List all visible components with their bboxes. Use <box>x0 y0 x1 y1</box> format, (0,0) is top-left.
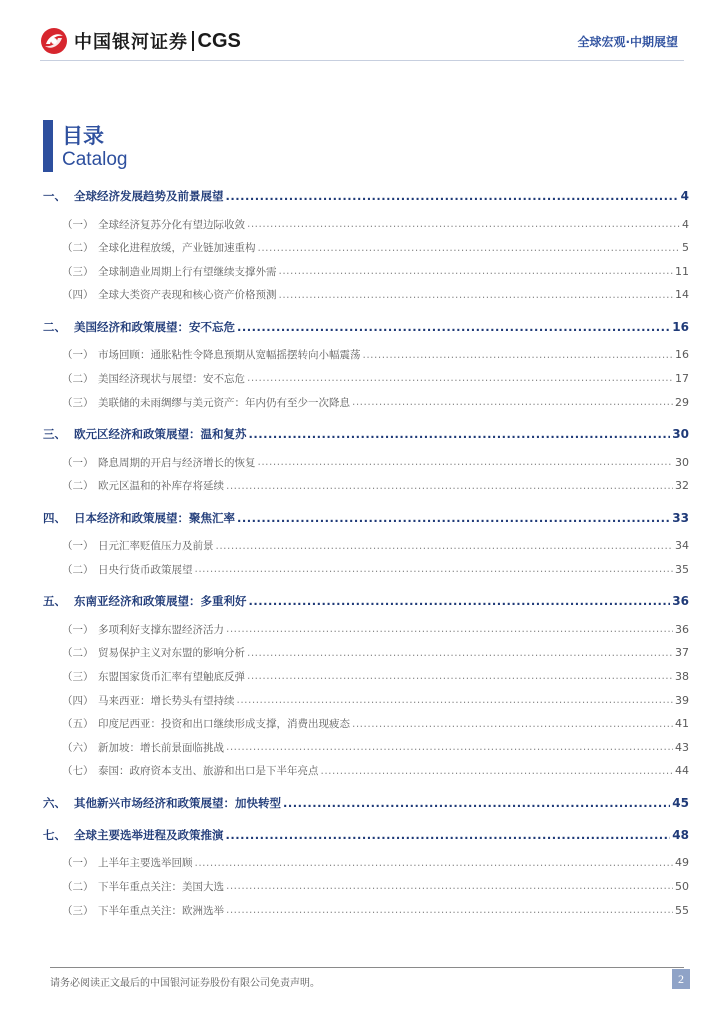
toc-dot-leader <box>237 320 670 334</box>
toc-dot-leader <box>249 427 671 441</box>
toc-dot-leader <box>247 372 673 384</box>
toc-dot-leader <box>237 694 674 706</box>
toc-entry-page: 33 <box>672 510 689 525</box>
toc-entry-page: 34 <box>675 539 689 553</box>
catalog-accent-bar <box>43 120 53 172</box>
galaxy-logo-icon <box>40 27 68 55</box>
toc-entry-title: 欧元区经济和政策展望：温和复苏 <box>74 427 247 441</box>
toc-chapter-entry[interactable] <box>43 508 689 528</box>
toc-entry-page: 4 <box>682 217 689 231</box>
toc-entry-title: 全球经济发展趋势及前景展望 <box>74 189 224 203</box>
toc-entry-number: （三） <box>62 904 94 917</box>
footer-disclaimer: 请务必阅读正文最后的中国银河证券股份有限公司免责声明。 <box>50 978 320 989</box>
logo-text-en: CGS <box>197 29 241 52</box>
page-header <box>0 0 724 62</box>
toc-entry-page: 4 <box>680 189 689 203</box>
toc-entry-number: （一） <box>62 456 94 469</box>
toc-section-entry[interactable] <box>43 900 689 920</box>
toc-entry-page: 32 <box>675 479 689 493</box>
toc-dot-leader <box>226 828 671 842</box>
toc-dot-leader <box>226 741 673 753</box>
toc-dot-leader <box>226 189 679 203</box>
toc-section-entry[interactable] <box>43 345 689 365</box>
toc-entry-page: 43 <box>675 740 689 754</box>
toc-dot-leader <box>226 880 673 892</box>
toc-dot-leader <box>226 623 673 635</box>
toc-entry-number: （三） <box>62 265 94 278</box>
toc-dot-leader <box>195 857 674 869</box>
toc-entry-number: （一） <box>62 540 94 553</box>
toc-entry-number: （五） <box>62 718 94 731</box>
toc-entry-title: 美联储的未雨绸缪与美元资产：年内仍有至少一次降息 <box>98 396 350 409</box>
toc-section-entry[interactable] <box>43 737 689 757</box>
toc-dot-leader <box>249 594 671 608</box>
toc-entry-number: 五、 <box>43 594 66 609</box>
toc-entry-title: 降息周期的开启与经济增长的恢复 <box>98 456 256 469</box>
toc-entry-page: 14 <box>675 288 689 302</box>
logo-divider <box>192 31 194 51</box>
toc-entry-number: （一） <box>62 623 94 636</box>
toc-entry-page: 39 <box>675 693 689 707</box>
toc-entry-page: 30 <box>672 427 689 441</box>
toc-entry-number: 四、 <box>43 510 66 525</box>
toc-section-entry[interactable] <box>43 853 689 873</box>
toc-entry-page: 44 <box>675 764 689 778</box>
toc-section-entry[interactable] <box>43 368 689 388</box>
toc-entry-number: （二） <box>62 480 94 493</box>
toc-dot-leader <box>247 670 673 682</box>
toc-entry-title: 新加坡：增长前景面临挑战 <box>98 741 224 754</box>
toc-entry-number: （三） <box>62 396 94 409</box>
toc-entry-page: 35 <box>675 562 689 576</box>
toc-dot-leader <box>237 511 670 525</box>
toc-section-entry[interactable] <box>43 214 689 234</box>
toc-entry-title: 美国经济和政策展望：安不忘危 <box>74 319 235 334</box>
toc-section-entry[interactable] <box>43 452 689 472</box>
toc-entry-page: 11 <box>675 264 689 278</box>
toc-entry-number: （一） <box>62 349 94 362</box>
toc-entry-number: （六） <box>62 741 94 754</box>
toc-chapter-entry[interactable] <box>43 424 689 444</box>
toc-entry-page: 30 <box>675 455 689 469</box>
toc-entry-page: 55 <box>675 903 689 917</box>
toc-entry-title: 美国经济现状与展望：安不忘危 <box>98 372 245 385</box>
toc-entry-page: 36 <box>672 594 689 609</box>
toc-dot-leader <box>258 456 674 468</box>
toc-entry-number: （二） <box>62 242 94 255</box>
header-divider <box>40 60 684 61</box>
toc-entry-page: 37 <box>675 646 689 660</box>
toc-section-entry[interactable] <box>43 238 689 258</box>
toc-entry-number: （二） <box>62 880 94 893</box>
toc-entry-number: （二） <box>62 372 94 385</box>
toc-entry-number: （三） <box>62 670 94 683</box>
toc-entry-title: 全球化进程放缓，产业链加速重构 <box>98 242 256 255</box>
toc-entry-page: 5 <box>682 241 689 255</box>
toc-entry-title: 日元汇率贬值压力及前景 <box>98 540 214 553</box>
toc-entry-number: 一、 <box>43 189 66 203</box>
toc-entry-page: 29 <box>675 395 689 409</box>
toc-chapter-entry[interactable] <box>43 186 689 206</box>
toc-dot-leader <box>363 349 674 361</box>
toc-dot-leader <box>258 242 681 254</box>
toc-chapter-entry[interactable] <box>43 825 689 845</box>
toc-entry-number: 二、 <box>43 319 66 334</box>
toc-entry-page: 41 <box>675 717 689 731</box>
report-series-title: 全球宏观·中期展望 <box>577 35 678 49</box>
toc-dot-leader <box>352 396 673 408</box>
toc-entry-page: 49 <box>675 856 689 870</box>
toc-dot-leader <box>195 563 674 575</box>
footer-divider <box>50 967 684 968</box>
toc-entry-title: 其他新兴市场经济和政策展望：加快转型 <box>74 795 281 810</box>
toc-chapter-entry[interactable] <box>43 317 689 337</box>
toc-section-entry[interactable] <box>43 690 689 710</box>
toc-entry-title: 贸易保护主义对东盟的影响分析 <box>98 647 245 660</box>
toc-section-entry[interactable] <box>43 643 689 663</box>
toc-section-entry[interactable] <box>43 876 689 896</box>
toc-section-entry[interactable] <box>43 666 689 686</box>
toc-entry-page: 50 <box>675 879 689 893</box>
toc-dot-leader <box>247 218 680 230</box>
toc-dot-leader <box>216 540 674 552</box>
toc-entry-title: 市场回顾：通胀粘性令降息预期从宽幅摇摆转向小幅震荡 <box>98 349 361 362</box>
toc-entry-title: 东南亚经济和政策展望：多重利好 <box>74 594 247 609</box>
toc-entry-number: 三、 <box>43 427 66 441</box>
toc-entry-page: 45 <box>672 795 689 810</box>
toc-entry-page: 36 <box>675 622 689 636</box>
toc-entry-title: 印度尼西亚：投资和出口继续形成支撑，消费出现疲态 <box>98 718 350 731</box>
toc-entry-number: （二） <box>62 647 94 660</box>
toc-section-entry[interactable] <box>43 761 689 781</box>
toc-section-entry[interactable] <box>43 619 689 639</box>
toc-entry-page: 16 <box>675 348 689 362</box>
toc-section-entry[interactable] <box>43 559 689 579</box>
toc-section-entry[interactable] <box>43 536 689 556</box>
toc-dot-leader <box>279 289 674 301</box>
catalog-title-en: Catalog <box>62 149 128 170</box>
toc-entry-title: 全球制造业周期上行有望继续支撑外需 <box>98 265 277 278</box>
toc-entry-title: 全球大类资产表现和核心资产价格预测 <box>98 289 277 302</box>
toc-section-entry[interactable] <box>43 714 689 734</box>
toc-dot-leader <box>226 904 673 916</box>
toc-entry-title: 下半年重点关注：欧洲选举 <box>98 904 224 917</box>
toc-dot-leader <box>283 796 670 810</box>
toc-entry-title: 马来西亚：增长势头有望持续 <box>98 694 235 707</box>
toc-section-entry[interactable] <box>43 476 689 496</box>
toc-dot-leader <box>247 647 673 659</box>
toc-entry-title: 下半年重点关注：美国大选 <box>98 880 224 893</box>
toc-entry-title: 日央行货币政策展望 <box>98 563 193 576</box>
logo-text-cn: 中国银河证券 <box>74 32 188 53</box>
toc-dot-leader <box>321 765 674 777</box>
toc-dot-leader <box>226 480 673 492</box>
toc-entry-page: 17 <box>675 371 689 385</box>
toc-entry-page: 16 <box>672 319 689 334</box>
toc-entry-number: 七、 <box>43 827 66 842</box>
toc-entry-title: 全球主要选举进程及政策推演 <box>74 827 224 842</box>
toc-entry-number: 六、 <box>43 795 66 810</box>
toc-entry-number: （一） <box>62 218 94 231</box>
catalog-title-cn: 目录 <box>62 124 104 148</box>
toc-entry-title: 多项利好支撑东盟经济活力 <box>98 623 224 636</box>
toc-entry-number: （二） <box>62 563 94 576</box>
toc-entry-page: 38 <box>675 669 689 683</box>
toc-chapter-entry[interactable] <box>43 793 689 813</box>
toc-dot-leader <box>279 265 674 277</box>
toc-entry-title: 全球经济复苏分化有望边际收敛 <box>98 218 245 231</box>
toc-entry-title: 欧元区温和的补库存将延续 <box>98 480 224 493</box>
toc-dot-leader <box>352 718 673 730</box>
toc-entry-number: （四） <box>62 289 94 302</box>
toc-section-entry[interactable] <box>43 392 689 412</box>
toc-section-entry[interactable] <box>43 285 689 305</box>
toc-entry-number: （七） <box>62 765 94 778</box>
toc-entry-title: 东盟国家货币汇率有望触底反弹 <box>98 670 245 683</box>
toc-entry-title: 日本经济和政策展望：聚焦汇率 <box>74 510 235 525</box>
toc-section-entry[interactable] <box>43 261 689 281</box>
toc-entry-page: 48 <box>672 827 689 842</box>
toc-chapter-entry[interactable] <box>43 591 689 611</box>
toc-entry-title: 上半年主要选举回顾 <box>98 857 193 870</box>
page-number-badge: 2 <box>672 969 690 989</box>
toc-entry-number: （一） <box>62 857 94 870</box>
toc-entry-title: 泰国：政府资本支出、旅游和出口是下半年亮点 <box>98 765 319 778</box>
toc-entry-number: （四） <box>62 694 94 707</box>
brand-logo <box>40 27 241 55</box>
